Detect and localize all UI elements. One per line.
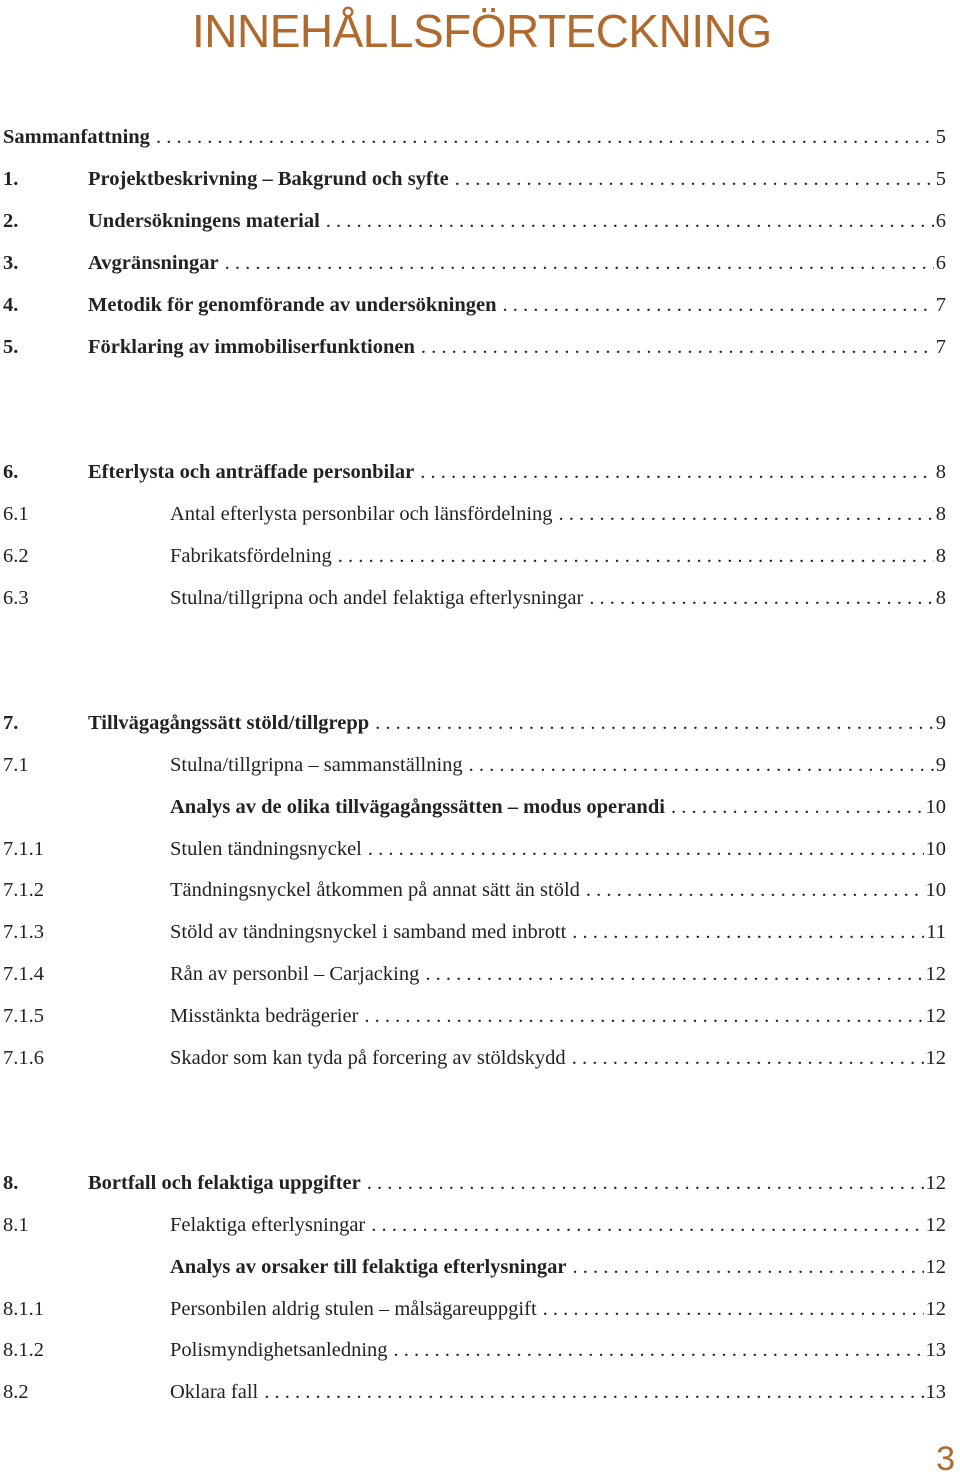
toc-entry-label: Projektbeskrivning – Bakgrund och syfte [88,168,449,190]
toc-entry[interactable] [0,1001,946,1031]
toc-entry[interactable] [0,917,946,947]
toc-entry-number: 5. [3,336,19,358]
toc-entry[interactable] [0,1335,946,1365]
toc-entry-label: Stulna/tillgripna – sammanställning [170,754,463,776]
toc-entry-page: 11 [926,921,946,943]
toc-entry[interactable] [0,541,946,571]
toc-entry-number: 3. [3,252,19,274]
toc-entry-number: 1. [3,168,19,190]
dot-leader [367,1168,924,1198]
toc-entry[interactable] [0,1294,946,1324]
toc-entry-page: 12 [925,1005,946,1027]
toc-entry-label: Polismyndighetsanledning [170,1339,388,1361]
dot-leader [572,1043,924,1073]
dot-leader [225,248,934,278]
toc-entry-number: 8.1.2 [3,1339,44,1361]
toc-entry-page: 5 [935,168,946,190]
toc-entry-label: Oklara fall [170,1381,259,1403]
toc-entry-number: 8.1 [3,1214,29,1236]
toc-entry-page: 6 [935,210,946,232]
toc-entry-label: Personbilen aldrig stulen – målsägareuppgift [170,1298,537,1320]
toc-entry-number: 7. [3,712,19,734]
toc-entry-number: 6.3 [3,587,29,609]
toc-entry-page: 10 [925,838,946,860]
dot-leader [572,917,924,947]
toc-entry-label: Rån av personbil – Carjacking [170,963,420,985]
page-title: INNEHÅLLSFÖRTECKNING [192,5,772,57]
toc-entry-label: Undersökningens material [88,210,320,232]
toc-entry[interactable] [0,959,946,989]
toc-entry[interactable] [0,122,946,152]
toc-entry[interactable] [0,499,946,529]
toc-entry-label: Felaktiga efterlysningar [170,1214,366,1236]
toc-entry[interactable] [0,875,946,905]
dot-leader [368,834,924,864]
toc-entry[interactable] [0,1043,946,1073]
toc-entry[interactable] [0,1377,946,1407]
toc-entry[interactable] [0,750,946,780]
toc-entry-label: Antal efterlysta personbilar och länsfördelning [170,503,553,525]
toc-entry-number: 7.1.6 [3,1047,44,1069]
toc-entry[interactable] [0,708,946,738]
toc-entry[interactable] [0,1210,946,1240]
dot-leader [573,1252,924,1282]
toc-entry[interactable] [0,206,946,236]
dot-leader [156,122,934,152]
toc-entry-page: 10 [925,879,946,901]
toc-entry-label: Metodik för genomförande av undersökningen [88,294,497,316]
toc-entry-number: 8. [3,1172,19,1194]
toc-entry-label: Stulen tändningsnyckel [170,838,362,860]
dot-leader [338,541,934,571]
toc-entry[interactable] [0,1168,946,1198]
toc-entry-page: 6 [935,252,946,274]
toc-entry-page: 12 [925,1214,946,1236]
dot-leader [371,1210,923,1240]
toc-entry-number: 7.1.5 [3,1005,44,1027]
toc-entry-number: 7.1.2 [3,879,44,901]
toc-entry-label: Fabrikatsfördelning [170,545,332,567]
toc-entry-page: 8 [935,461,946,483]
toc-entry-label: Stulna/tillgripna och andel felaktiga efterlysningar [170,587,584,609]
dot-leader [394,1335,924,1365]
toc-entry-number: 2. [3,210,19,232]
toc-entry-page: 12 [925,1047,946,1069]
dot-leader [469,750,934,780]
toc-entry-page: 8 [935,545,946,567]
toc-entry-number: 7.1.1 [3,838,44,860]
toc-entry-label: Sammanfattning [3,126,150,148]
dot-leader [559,499,934,529]
toc-entry-label: Avgränsningar [88,252,219,274]
dot-leader [420,457,934,487]
toc-entry-page: 7 [935,294,946,316]
dot-leader [455,164,934,194]
dot-leader [421,332,934,362]
toc-entry-label: Tillvägagångssätt stöld/tillgrepp [88,712,370,734]
toc-entry-page: 12 [925,963,946,985]
toc-entry-label: Förklaring av immobiliserfunktionen [88,336,415,358]
toc-entry-page: 8 [935,503,946,525]
toc-entry-page: 13 [925,1381,946,1403]
toc-entry-number: 8.1.1 [3,1298,44,1320]
toc-entry-page: 12 [925,1172,946,1194]
toc-entry-label: Stöld av tändningsnyckel i samband med inbrott [170,921,567,943]
toc-entry-page: 13 [925,1339,946,1361]
toc-entry[interactable] [0,332,946,362]
toc-entry-page: 10 [925,796,946,818]
dot-leader [425,959,923,989]
dot-leader [503,290,934,320]
toc-entry[interactable] [0,164,946,194]
toc-entry[interactable] [0,290,946,320]
toc-entry-page: 9 [935,754,946,776]
dot-leader [586,875,924,905]
toc-entry[interactable] [0,792,946,822]
toc-entry-number: 6.1 [3,503,29,525]
toc-entry-page: 12 [925,1298,946,1320]
toc-entry-label: Efterlysta och anträffade personbilar [88,461,415,483]
dot-leader [326,206,934,236]
toc-entry-number: 6.2 [3,545,29,567]
dot-leader [589,583,933,613]
toc-entry[interactable] [0,834,946,864]
toc-entry-page: 12 [925,1256,946,1278]
page-number: 3 [936,1440,955,1478]
toc-entry-label: Analys av orsaker till felaktiga efterlysningar [170,1256,567,1278]
toc-entry-number: 7.1.3 [3,921,44,943]
toc-entry-label: Skador som kan tyda på forcering av stöldskydd [170,1047,566,1069]
toc-entry-number: 7.1.4 [3,963,44,985]
toc-entry-number: 8.2 [3,1381,29,1403]
dot-leader [264,1377,923,1407]
toc-entry[interactable] [0,457,946,487]
dot-leader [364,1001,923,1031]
toc-entry-number: 4. [3,294,19,316]
toc-entry-number: 6. [3,461,19,483]
toc-entry-label: Tändningsnyckel åtkommen på annat sätt än stöld [170,879,580,901]
toc-entry[interactable] [0,583,946,613]
toc-entry[interactable] [0,1252,946,1282]
dot-leader [543,1294,924,1324]
toc-entry-label: Misstänkta bedrägerier [170,1005,359,1027]
toc-entry-label: Analys av de olika tillvägagångssätten – modus operandi [170,796,665,818]
toc-entry-page: 5 [935,126,946,148]
toc-entry-page: 8 [935,587,946,609]
dot-leader [671,792,924,822]
toc-entry-number: 7.1 [3,754,29,776]
toc-entry-page: 9 [935,712,946,734]
toc-entry-label: Bortfall och felaktiga uppgifter [88,1172,361,1194]
dot-leader [375,708,934,738]
toc-entry-page: 7 [935,336,946,358]
toc-entry[interactable] [0,248,946,278]
